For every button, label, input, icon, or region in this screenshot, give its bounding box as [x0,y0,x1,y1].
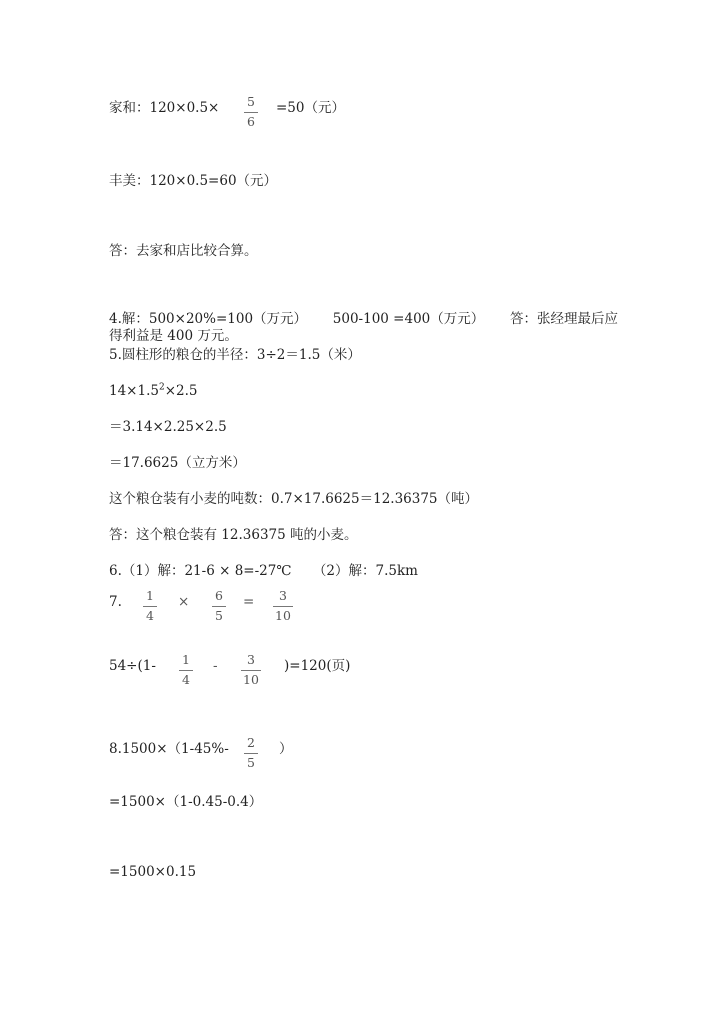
fraction-denominator: 6 [247,114,255,129]
q7b-suffix: )=120(页) [284,658,351,674]
fraction-bar [273,606,293,607]
q5-line-2 [109,383,197,399]
q7-fraction-2 [212,589,226,623]
q8-prefix: 8.1500×（1-45%- [109,741,229,757]
q5-line-1: 5.圆柱形的粮仓的半径：3÷2＝1.5（米） [109,347,361,363]
q8-fraction [244,736,258,770]
fraction-numerator: 3 [279,588,287,603]
fraction-bar [244,753,258,754]
fraction-bar [241,670,261,671]
q7b-minus-sign: - [213,658,218,674]
fengmei-calc: 丰美：120×0.5=60（元） [109,173,278,189]
fraction-bar [143,606,157,607]
q8-line-3: =1500×0.15 [109,864,197,880]
fraction-denominator: 4 [182,672,190,687]
fraction-bar [179,670,193,671]
q7b-fraction-1 [179,653,193,687]
fraction-denominator: 5 [247,755,255,770]
q5-line-3: ＝3.14×2.25×2.5 [109,419,227,435]
fraction-denominator: 10 [275,608,291,623]
q5-line-2-post: ×2.5 [164,383,198,399]
q7-label: 7. [109,594,122,610]
fraction-numerator: 5 [247,94,255,109]
fraction-numerator: 1 [146,588,154,603]
q6-line: 6.（1）解：21-6 × 8=-27℃ （2）解：7.5km [109,563,418,579]
fraction-bar [244,112,258,113]
q4-line-2: 得利益是 400 万元。 [109,328,238,344]
fraction-denominator: 4 [146,608,154,623]
q8-line-2: =1500×（1-0.45-0.4） [109,794,263,810]
q4-line-1: 4.解：500×20%=100（万元） 500-100 =400（万元） 答：张经理最后应 [109,311,619,327]
fraction-numerator: 3 [247,652,255,667]
q5-line-5: 这个粮仓装有小麦的吨数：0.7×17.6625＝12.36375（吨） [109,491,479,507]
q5-line-2-pre: 14×1.5 [109,383,159,399]
fraction-bar [212,606,226,607]
fraction-numerator: 1 [182,652,190,667]
q7b-prefix: 54÷(1- [109,658,156,674]
q5-square-exponent: 2 [158,382,165,393]
jiahe-calc-prefix: 家和：120×0.5× [109,100,220,116]
q5-line-4: ＝17.6625（立方米） [109,455,246,471]
fraction-denominator: 10 [243,672,259,687]
jiahe-fraction [244,95,258,129]
answer-3: 答：去家和店比较合算。 [109,243,258,259]
fraction-numerator: 2 [247,735,255,750]
q7-times-sign: × [178,594,190,610]
jiahe-calc-result: =50（元） [276,100,345,116]
q8-suffix: ） [279,741,293,757]
fraction-numerator: 6 [215,588,223,603]
q7b-fraction-2 [241,653,261,687]
fraction-denominator: 5 [215,608,223,623]
q5-answer: 答：这个粮仓装有 12.36375 吨的小麦。 [109,527,358,543]
q7-fraction-1 [143,589,157,623]
q7-fraction-3 [273,589,293,623]
q7-equals-sign: = [243,594,255,610]
